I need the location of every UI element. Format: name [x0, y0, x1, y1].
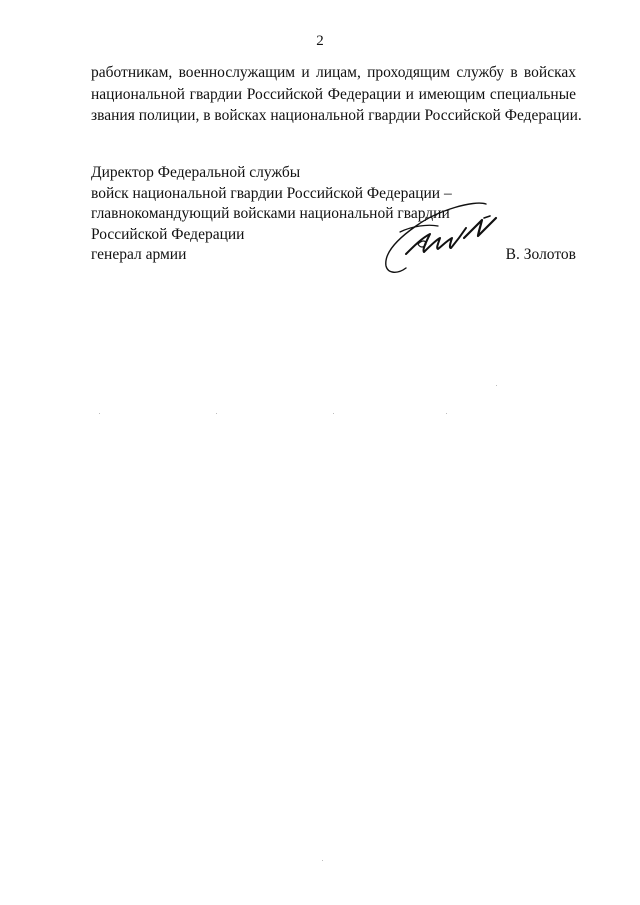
scan-speck: [216, 413, 217, 414]
body-line-2: национальной гвардии Российской Федерации и имеющим специальные: [91, 85, 576, 103]
body-paragraph: [91, 62, 582, 127]
scan-speck: [322, 860, 323, 861]
scan-speck: [99, 413, 100, 414]
body-line-3: звания полиции, в войсках национальной гвардии Российской Федерации.: [91, 107, 582, 125]
scan-speck: [496, 385, 497, 386]
signatory-name: В. Золотов: [505, 246, 576, 263]
signatory-title-line-2: войск национальной гвардии Российской Федерации –: [91, 184, 452, 202]
handwritten-signature: [378, 196, 504, 284]
signatory-title-line-3: главнокомандующий войсками национальной гвардии: [91, 205, 450, 223]
signatory-title-line-1: Директор Федеральной службы: [91, 164, 301, 181]
signatory-title-line-4: Российской Федерации: [91, 225, 245, 243]
body-line-1: работникам, военнослужащим и лицам, проходящим службу в войсках: [91, 64, 576, 81]
scan-speck: [333, 413, 334, 414]
page-number: 2: [316, 33, 324, 49]
signatory-title-line-5: генерал армии: [91, 246, 187, 264]
scan-speck: [446, 413, 447, 414]
